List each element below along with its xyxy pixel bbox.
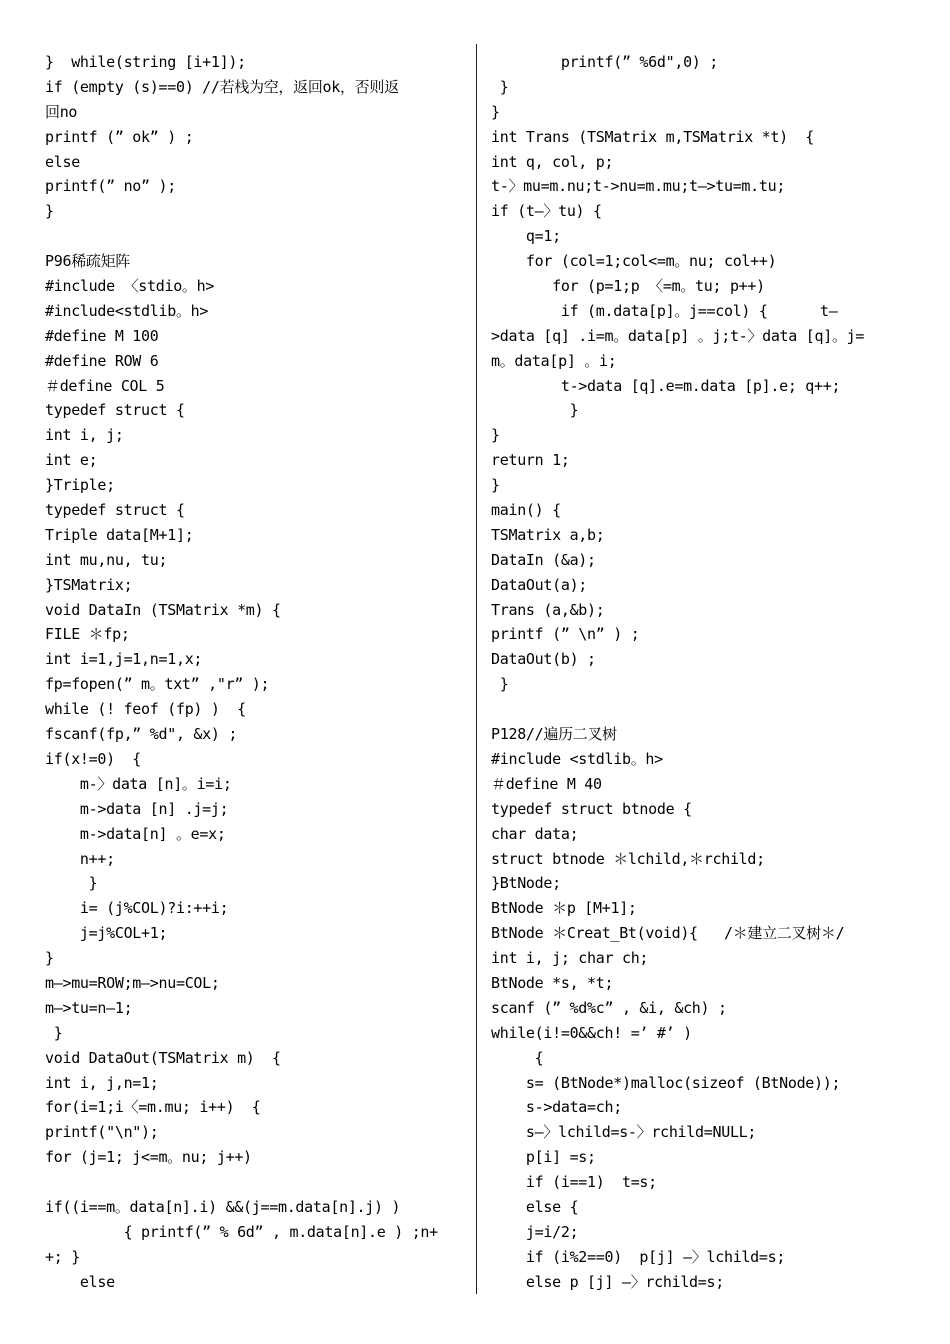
code-line: P128//遍历二叉树 xyxy=(491,725,617,744)
code-line: for(i=1;i〈=m.mu; i++) { xyxy=(45,1098,261,1117)
code-line: fp=fopen(” m。txt” ,"r” ); xyxy=(45,675,270,694)
code-line: typedef struct { xyxy=(45,501,185,520)
code-line: main() { xyxy=(491,501,561,520)
code-line: } xyxy=(491,476,500,495)
code-line: if (i==1) t=s; xyxy=(491,1173,657,1192)
code-line: int i, j,n=1; xyxy=(45,1073,159,1092)
code-line: +; } xyxy=(45,1247,80,1266)
code-line: DataOut(b) ; xyxy=(491,650,596,669)
code-line xyxy=(45,224,465,249)
code-line: struct btnode ＊lchild,＊rchild; xyxy=(491,849,765,868)
code-line: #define ROW 6 xyxy=(45,351,159,370)
right-code-column xyxy=(491,50,911,1295)
code-line: for (p=1;p 〈=m。tu; p++) xyxy=(491,277,765,296)
code-line: if (m.data[p]。j==col) { t— xyxy=(491,301,838,320)
code-line: 回no xyxy=(45,102,78,121)
code-line: ＃define COL 5 xyxy=(45,376,165,395)
code-line: p[i] =s; xyxy=(491,1148,596,1167)
code-line: DataOut(a); xyxy=(491,575,588,594)
code-line: void DataIn (TSMatrix *m) { xyxy=(45,600,281,619)
code-line: }TSMatrix; xyxy=(45,575,133,594)
code-line: BtNode ＊p [M+1]; xyxy=(491,899,637,918)
code-line: j=i/2; xyxy=(491,1222,579,1241)
code-line: printf (” ok” ) ; xyxy=(45,127,194,146)
code-line: >data [q] .i=m。data[p] 。j;t-〉data [q]。j= xyxy=(491,326,865,345)
code-line: int i, j; xyxy=(45,426,124,445)
code-line: } xyxy=(491,675,509,694)
column-divider xyxy=(476,44,477,1294)
code-line: } xyxy=(45,1023,63,1042)
code-line: P96稀疏矩阵 xyxy=(45,252,130,271)
code-line: printf (” \n” ) ; xyxy=(491,625,640,644)
code-line: Triple data[M+1]; xyxy=(45,525,194,544)
code-line: } xyxy=(45,874,98,893)
code-line: int e; xyxy=(45,451,98,470)
code-line: for (j=1; j<=m。nu; j++) xyxy=(45,1148,252,1167)
code-line: j=j%COL+1; xyxy=(45,924,168,943)
code-line: #include<stdlib。h> xyxy=(45,301,209,320)
code-line: typedef struct btnode { xyxy=(491,799,692,818)
code-line: return 1; xyxy=(491,451,570,470)
code-line: printf("\n"); xyxy=(45,1123,159,1142)
code-line: ＃define M 40 xyxy=(491,774,602,793)
code-line: else p [j] —〉rchild=s; xyxy=(491,1272,724,1291)
code-line: }Triple; xyxy=(45,476,115,495)
code-line: fscanf(fp,” %d", &x) ; xyxy=(45,725,238,744)
code-line: #define M 100 xyxy=(45,326,159,345)
code-line: typedef struct { xyxy=(45,401,185,420)
code-line: printf(” no” ); xyxy=(45,177,176,196)
code-line: if(x!=0) { xyxy=(45,749,142,768)
code-line: Trans (a,&b); xyxy=(491,600,605,619)
code-line: } xyxy=(491,426,500,445)
code-line: TSMatrix a,b; xyxy=(491,525,605,544)
code-line: int i=1,j=1,n=1,x; xyxy=(45,650,203,669)
code-line: int q, col, p; xyxy=(491,152,614,171)
code-line: if (i%2==0) p[j] —〉lchild=s; xyxy=(491,1247,786,1266)
code-line: int Trans (TSMatrix m,TSMatrix *t) { xyxy=(491,127,815,146)
code-line: s->data=ch; xyxy=(491,1098,622,1117)
code-line: else { xyxy=(491,1197,579,1216)
code-line: s= (BtNode*)malloc(sizeof (BtNode)); xyxy=(491,1073,841,1092)
code-line: void DataOut(TSMatrix m) { xyxy=(45,1048,281,1067)
code-line: }BtNode; xyxy=(491,874,561,893)
code-line: m。data[p] 。i; xyxy=(491,351,617,370)
code-line: DataIn (&a); xyxy=(491,550,596,569)
code-line xyxy=(491,697,911,722)
code-line: int i, j; char ch; xyxy=(491,949,649,968)
code-line: else xyxy=(45,152,80,171)
code-line: t->data [q].e=m.data [p].e; q++; xyxy=(491,376,841,395)
code-line: while(i!=0&&ch! =’ #’ ) xyxy=(491,1023,692,1042)
code-line: { printf(” % 6d” , m.data[n].e ) ;n+ xyxy=(45,1222,438,1241)
code-line: m-〉data [n]。i=i; xyxy=(45,774,232,793)
code-line: } xyxy=(491,77,509,96)
code-line: if (t—〉tu) { xyxy=(491,202,602,221)
code-line: while (! feof (fp) ) { xyxy=(45,700,246,719)
code-line: for (col=1;col<=m。nu; col++) xyxy=(491,252,777,271)
code-line: m->data[n] 。e=x; xyxy=(45,824,226,843)
code-line: #include <stdlib。h> xyxy=(491,749,663,768)
code-line: m->data [n] .j=j; xyxy=(45,799,229,818)
code-line: { xyxy=(491,1048,544,1067)
code-line: else xyxy=(45,1272,115,1291)
code-line: m—>tu=n—1; xyxy=(45,998,133,1017)
code-line: FILE ＊fp; xyxy=(45,625,130,644)
code-line: BtNode *s, *t; xyxy=(491,973,614,992)
code-line: n++; xyxy=(45,849,115,868)
code-line: m—>mu=ROW;m—>nu=COL; xyxy=(45,973,220,992)
code-line: } xyxy=(491,102,500,121)
code-line: } xyxy=(45,202,54,221)
code-line: } while(string [i+1]); xyxy=(45,53,246,71)
code-line: q=1; xyxy=(491,227,561,246)
left-code-column xyxy=(45,50,465,1295)
code-line: char data; xyxy=(491,824,579,843)
code-line xyxy=(45,1170,465,1195)
code-line: i= (j%COL)?i:++i; xyxy=(45,899,229,918)
code-line: int mu,nu, tu; xyxy=(45,550,168,569)
code-line: } xyxy=(45,949,54,968)
code-line: if((i==m。data[n].i) &&(j==m.data[n].j) ) xyxy=(45,1197,401,1216)
code-line: } xyxy=(491,401,579,420)
code-line: BtNode ＊Creat_Bt(void){ /＊建立二叉树＊/ xyxy=(491,924,845,943)
code-line: printf(” %6d",0) ; xyxy=(491,53,719,71)
code-line: #include 〈stdio。h> xyxy=(45,277,215,296)
code-line: scanf (” %d%c” , &i, &ch) ; xyxy=(491,998,727,1017)
code-line: if (empty (s)==0) //若栈为空，返回ok，否则返 xyxy=(45,77,399,96)
code-line: s—〉lchild=s-〉rchild=NULL; xyxy=(491,1123,757,1142)
code-line: t-〉mu=m.nu;t->nu=m.mu;t—>tu=m.tu; xyxy=(491,177,786,196)
